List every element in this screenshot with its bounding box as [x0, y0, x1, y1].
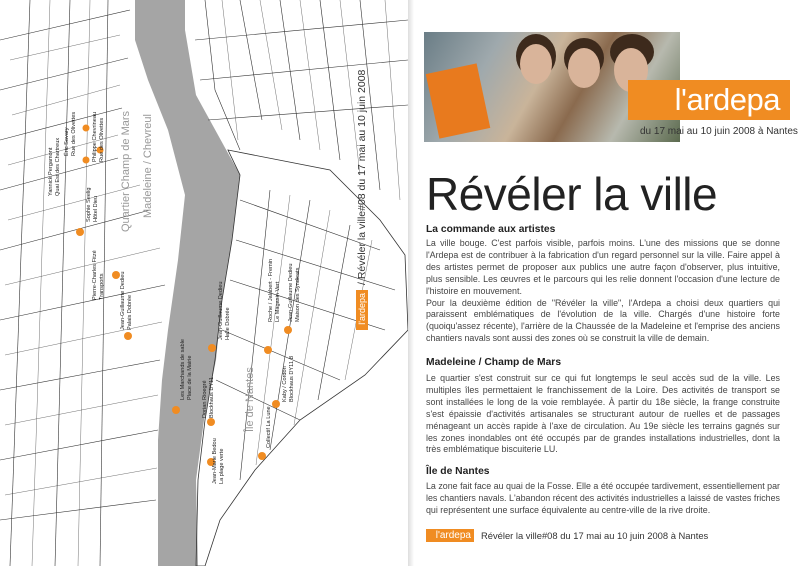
section-heading-1: La commande aux artistes — [426, 224, 556, 235]
marker-6 — [124, 332, 132, 340]
artist-label-14: Jean-Marie Bedou La plage verte — [212, 438, 225, 484]
artist-label-5: Pierre-Charles Fitzé Transports — [92, 250, 105, 300]
marker-11 — [207, 418, 215, 426]
paragraph: La ville bouge. C'est parfois visible, parfois moins. L'une des missions que se donne l'Ardepa est de contribuer à la fabrication d'un regard personnel sur la ville. Faire appel à des artistes permet de proposer aux publics une autre façon d'observer, plus intuitive, plus sensible. Les œuvres et le parcours qui les relie donnent l'occasion d'une lecture de l'histoire en mouvement. — [426, 238, 780, 296]
marker-1 — [83, 157, 90, 164]
section-body-3 — [426, 481, 780, 517]
text-panel — [414, 0, 800, 566]
footer — [426, 528, 708, 542]
footer-logo: l'ardepa — [426, 529, 474, 542]
artist-label-10: Les Marchands de sable Place de la Mairie — [180, 339, 193, 400]
artist-label-12: Kaby / Cordon Blockhaus DY11 B — [282, 355, 295, 402]
section-heading-3: Île de Nantes — [426, 466, 490, 477]
event-dates: du 17 mai au 10 juin 2008 à Nantes — [640, 126, 798, 137]
district-label-madeleine: Madeleine / Chevreul — [142, 114, 154, 218]
paragraph: Le quartier s'est construit sur ce qui fut longtemps le seul accès sud de la ville. Les multiples îles permettaient le franchissement de la Loire. Des activités de transport se sont installées le long de la voie remblayée. À partir du 18e siècle, la frange construite s'est épaissie d'activités artisanales se structurant autour de ruelles et de passages ménageant un accès rapide à l'axe de circulation. Au 19e siècle les terrains gagnés sur les zones inondables ont été occupés par de grandes installations industrielles, dont la très emblématique biscuiterie LU. — [426, 373, 780, 455]
artist-label-9: Jean-Guillaume Dedieu Maison des Syndicats — [288, 263, 301, 322]
spine-logo: l'ardepa — [356, 290, 368, 330]
artist-label-2: Éric Savary Rue des Olivettes — [64, 111, 77, 156]
section-body-1 — [426, 238, 780, 345]
marker-2 — [83, 125, 90, 132]
artist-label-1: Yannick Pergamont Quai Est des Chartreux — [48, 137, 61, 196]
section-body-2 — [426, 373, 780, 456]
artist-label-7: Jean-Guillaume Dedieu Halle Dobrée — [218, 281, 231, 340]
artist-label-4: Sophie Seelig Hôtel Dieu — [86, 187, 99, 222]
marker-7 — [208, 344, 216, 352]
marker-9 — [284, 326, 292, 334]
artist-label-3: Philippe Chevrineau Rue des Olivettes — [92, 111, 105, 162]
section-heading-2: Madeleine / Champ de Mars — [426, 357, 562, 368]
spine-text: / Révéler la ville#08 du 17 mai au 10 juin 2008 — [356, 69, 368, 285]
artist-label-11: Dorian Rioegré Blockhaus DY11 — [202, 377, 215, 418]
marker-13 — [258, 452, 266, 460]
page-title: Révéler la ville — [426, 168, 718, 220]
artist-label-13: Collectif La Lune — [266, 406, 272, 448]
marker-5 — [112, 271, 120, 279]
district-label-champ-de-mars: Quartier Champ de Mars — [120, 110, 132, 232]
paragraph: Pour la deuxième édition de "Révéler la ville", l'Ardepa a choisi deux quartiers qui paraissent emblématiques de l'évolution de la ville. Chargés d'une histoire forte (quoiqu'assez récente), l'arrière de la Chaussée de la Madeleine et l'emprise des anciens chantiers navals sont aussi des zones où se construit la ville de demain. — [426, 297, 780, 344]
footer-text: Révéler la ville#08 du 17 mai au 10 juin 2008 à Nantes — [481, 529, 709, 541]
spine-title — [356, 70, 368, 330]
artist-label-6: Jean-Guillaume Dedieu Palais Dobrée — [120, 271, 133, 330]
artist-label-8: Roche / Jalabert - Fremin Le Magasin Vert — [268, 258, 281, 322]
district-label-ile-de-nantes: Île de Nantes — [244, 367, 256, 432]
marker-8 — [264, 346, 272, 354]
marker-4 — [76, 228, 84, 236]
paragraph: La zone fait face au quai de la Fosse. Elle a été occupée tardivement, essentiellement par les chantiers navals. L'abandon récent des activités industrielles a laissé de vastes friches qui représentent une surface équivalente au centre-ville de la rive droite. — [426, 481, 780, 515]
brand-logo: l'ardepa — [628, 80, 790, 120]
marker-12 — [272, 400, 280, 408]
marker-10 — [172, 406, 180, 414]
